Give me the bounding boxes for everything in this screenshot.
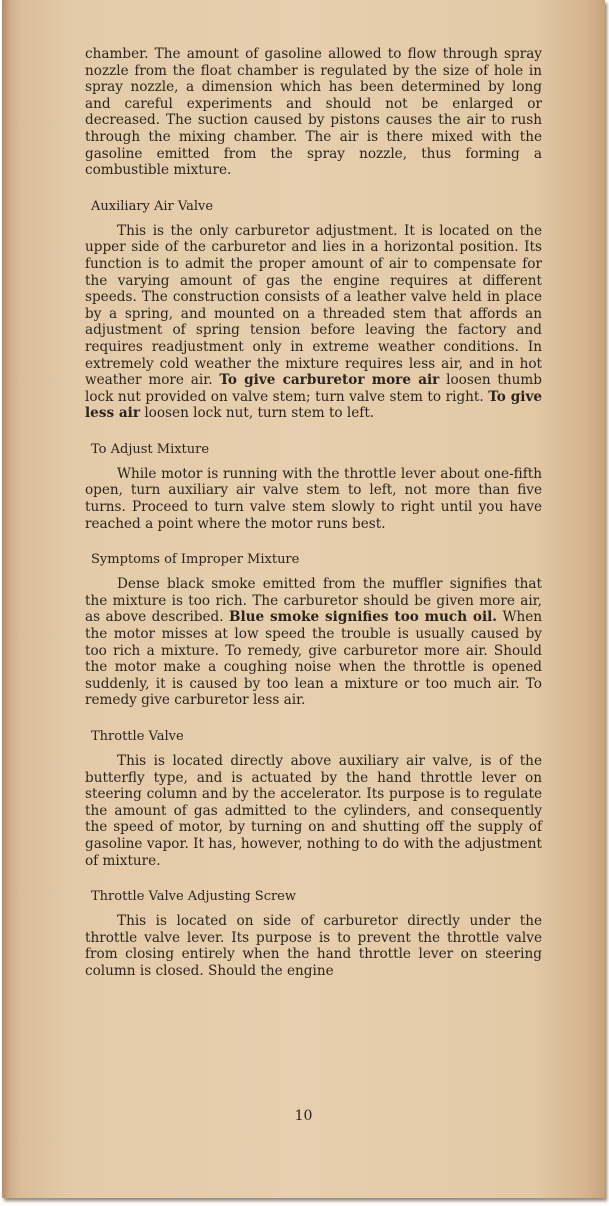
paragraph-symptoms-improper-mixture (85, 576, 542, 709)
page-number: 10 (294, 1108, 313, 1124)
symptoms-text-2: When the motor misses at low speed the trouble is usually caused by too rich a mixture. To remedy, give carburetor more air. Should the motor make a coughing noise when the throttle is opened suddenly, it is caused by too lean a mixture or too much air. To remedy give carburetor less air. (85, 609, 542, 709)
auxiliary-bold-1: To give carburetor more air (219, 372, 440, 389)
intro-paragraph: chamber. The amount of gasoline allowed to flow through spray nozzle from the float chamber is regulated by the size of hole in spray nozzle, a dimension which has been determined by long and careful experiments and should not be enlarged or decreased. The suction caused by pistons causes the air to rush through the mixing chamber. The air is there mixed with the gasoline emitted from the spray nozzle, thus forming a combustible mixture. (85, 46, 542, 179)
paragraph-to-adjust-mixture: While motor is running with the throttle lever about one-fifth open, turn auxiliary air valve stem to left, not more than five turns. Proceed to turn valve stem slowly to right until you have reached a point where the motor runs best. (85, 465, 542, 532)
paragraph-throttle-valve-adjusting-screw: This is located on side of carburetor directly under the throttle valve lever. Its purpose is to prevent the throttle valve from closing entirely when the hand throttle lever on steering column is closed. Should the engine (85, 913, 542, 979)
auxiliary-text-1: This is the only carburetor adjustment. It is located on the upper side of the carburetor and lies in a horizontal position. Its function is to admit the proper amount of air to compensate for the varying amount of gas the engine requires at different speeds. The construction consists of a leather valve held in place by a spring, and mounted on a threaded stem that affords an adjustment of spring tension before leaving the factory and requires readjustment only in extreme weather conditions. In extremely cold weather the mixture requires less air, and in hot weather more air. (85, 222, 542, 389)
page-body (85, 46, 542, 980)
book-page (2, 0, 605, 1198)
auxiliary-bold-2: To give less air (85, 388, 542, 422)
heading-throttle-valve: Throttle Valve (91, 729, 184, 744)
heading-auxiliary-air-valve: Auxiliary Air Valve (91, 198, 214, 214)
heading-symptoms-improper-mixture: Symptoms of Improper Mixture (91, 552, 300, 568)
auxiliary-text-3: loosen lock nut, turn stem to left. (144, 405, 375, 422)
symptoms-text-1: Dense black smoke emitted from the muffler signifies that the mixture is too rich. The carburetor should be given more air, as above described. (85, 576, 542, 626)
heading-to-adjust-mixture: To Adjust Mixture (91, 441, 210, 457)
paragraph-auxiliary-air-valve (85, 223, 542, 422)
paragraph-throttle-valve: This is located directly above auxiliary air valve, is of the butterfly type, and is actuated by the hand throttle lever on steering column and by the accelerator. Its purpose is to regulate the amount of gas admitted to the cylinders, and consequently the speed of motor, by turning on and shutting off the supply of gasoline vapor. It has, however, nothing to do with the adjustment of mixture. (85, 753, 542, 869)
auxiliary-text-2: loosen thumb lock nut provided on valve stem; turn valve stem to right. (85, 372, 542, 405)
heading-throttle-valve-adjusting-screw: Throttle Valve Adjusting Screw (91, 889, 297, 905)
symptoms-bold-1: Blue smoke signifies too much oil. (229, 609, 498, 626)
